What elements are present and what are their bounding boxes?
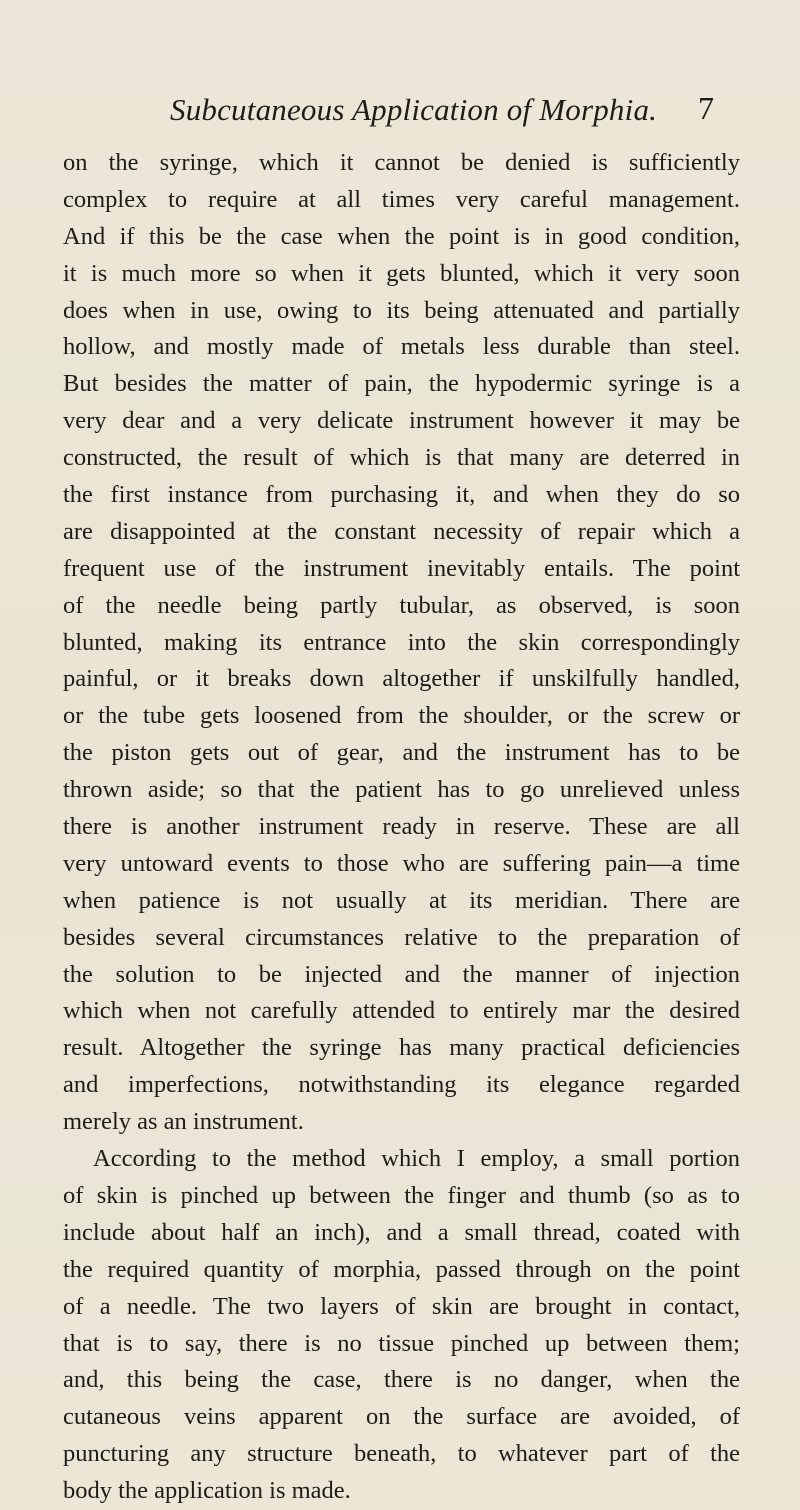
text-line: and imperfections, notwithstanding its elegance regarded (63, 1071, 740, 1099)
text-line: But besides the matter of pain, the hypodermic syringe is a (63, 370, 740, 398)
text-line: cutaneous veins apparent on the surface are avoided, of (63, 1403, 740, 1431)
text-line: of a needle. The two layers of skin are brought in contact, (63, 1292, 740, 1320)
paragraph-end-line: merely as an instrument. (63, 1108, 304, 1136)
text-line: painful, or it breaks down altogether if unskilfully handled, (63, 665, 740, 693)
text-line: there is another instrument ready in reserve. These are all (63, 813, 740, 841)
text-line: the solution to be injected and the manner of injection (63, 960, 740, 988)
text-line: and, this being the case, there is no danger, when the (63, 1366, 740, 1394)
text-line: very untoward events to those who are suffering pain—a time (63, 849, 740, 877)
text-line: hollow, and mostly made of metals less durable than steel. (63, 333, 740, 361)
text-line: the first instance from purchasing it, and when they do so (63, 481, 740, 509)
paragraph-end-line: body the application is made. (63, 1477, 351, 1505)
text-line: of the needle being partly tubular, as observed, is soon (63, 591, 740, 619)
text-line: are disappointed at the constant necessity of repair which a (63, 517, 740, 545)
text-line: result. Altogether the syringe has many practical deficiencies (63, 1034, 740, 1062)
text-line: puncturing any structure beneath, to whatever part of the (63, 1440, 740, 1468)
text-line: that is to say, there is no tissue pinched up between them; (63, 1329, 740, 1357)
running-title: Subcutaneous Application of Morphia. (170, 92, 658, 127)
text-line: or the tube gets loosened from the shoulder, or the screw or (63, 702, 740, 730)
text-line: when patience is not usually at its meridian. There are (63, 886, 740, 914)
text-line: include about half an inch), and a small thread, coated with (63, 1218, 740, 1246)
text-line: thrown aside; so that the patient has to go unrelieved unless (63, 776, 740, 804)
text-line: very dear and a very delicate instrument however it may be (63, 407, 740, 435)
text-line: on the syringe, which it cannot be denied is sufficiently (63, 149, 740, 176)
text-line: does when in use, owing to its being attenuated and partially (63, 296, 740, 324)
text-line: it is much more so when it gets blunted, which it very soon (63, 259, 740, 287)
page-header (0, 92, 800, 132)
text-line: which when not carefully attended to entirely mar the desired (63, 997, 740, 1025)
text-line: blunted, making its entrance into the skin correspondingly (63, 628, 740, 656)
text-line: besides several circumstances relative to the preparation of (63, 923, 740, 951)
body-text (63, 145, 740, 1510)
text-line: the piston gets out of gear, and the instrument has to be (63, 739, 740, 767)
text-line: of skin is pinched up between the finger and thumb (so as to (63, 1181, 740, 1209)
text-line: the required quantity of morphia, passed through on the point (63, 1255, 740, 1283)
page-number: 7 (698, 90, 714, 126)
text-line: frequent use of the instrument inevitably entails. The point (63, 554, 740, 582)
text-line: And if this be the case when the point is in good condition, (63, 222, 740, 250)
text-line: constructed, the result of which is that many are deterred in (63, 444, 740, 472)
paragraph-start-line: According to the method which I employ, a small portion (93, 1145, 740, 1173)
text-line: complex to require at all times very careful management. (63, 185, 740, 213)
